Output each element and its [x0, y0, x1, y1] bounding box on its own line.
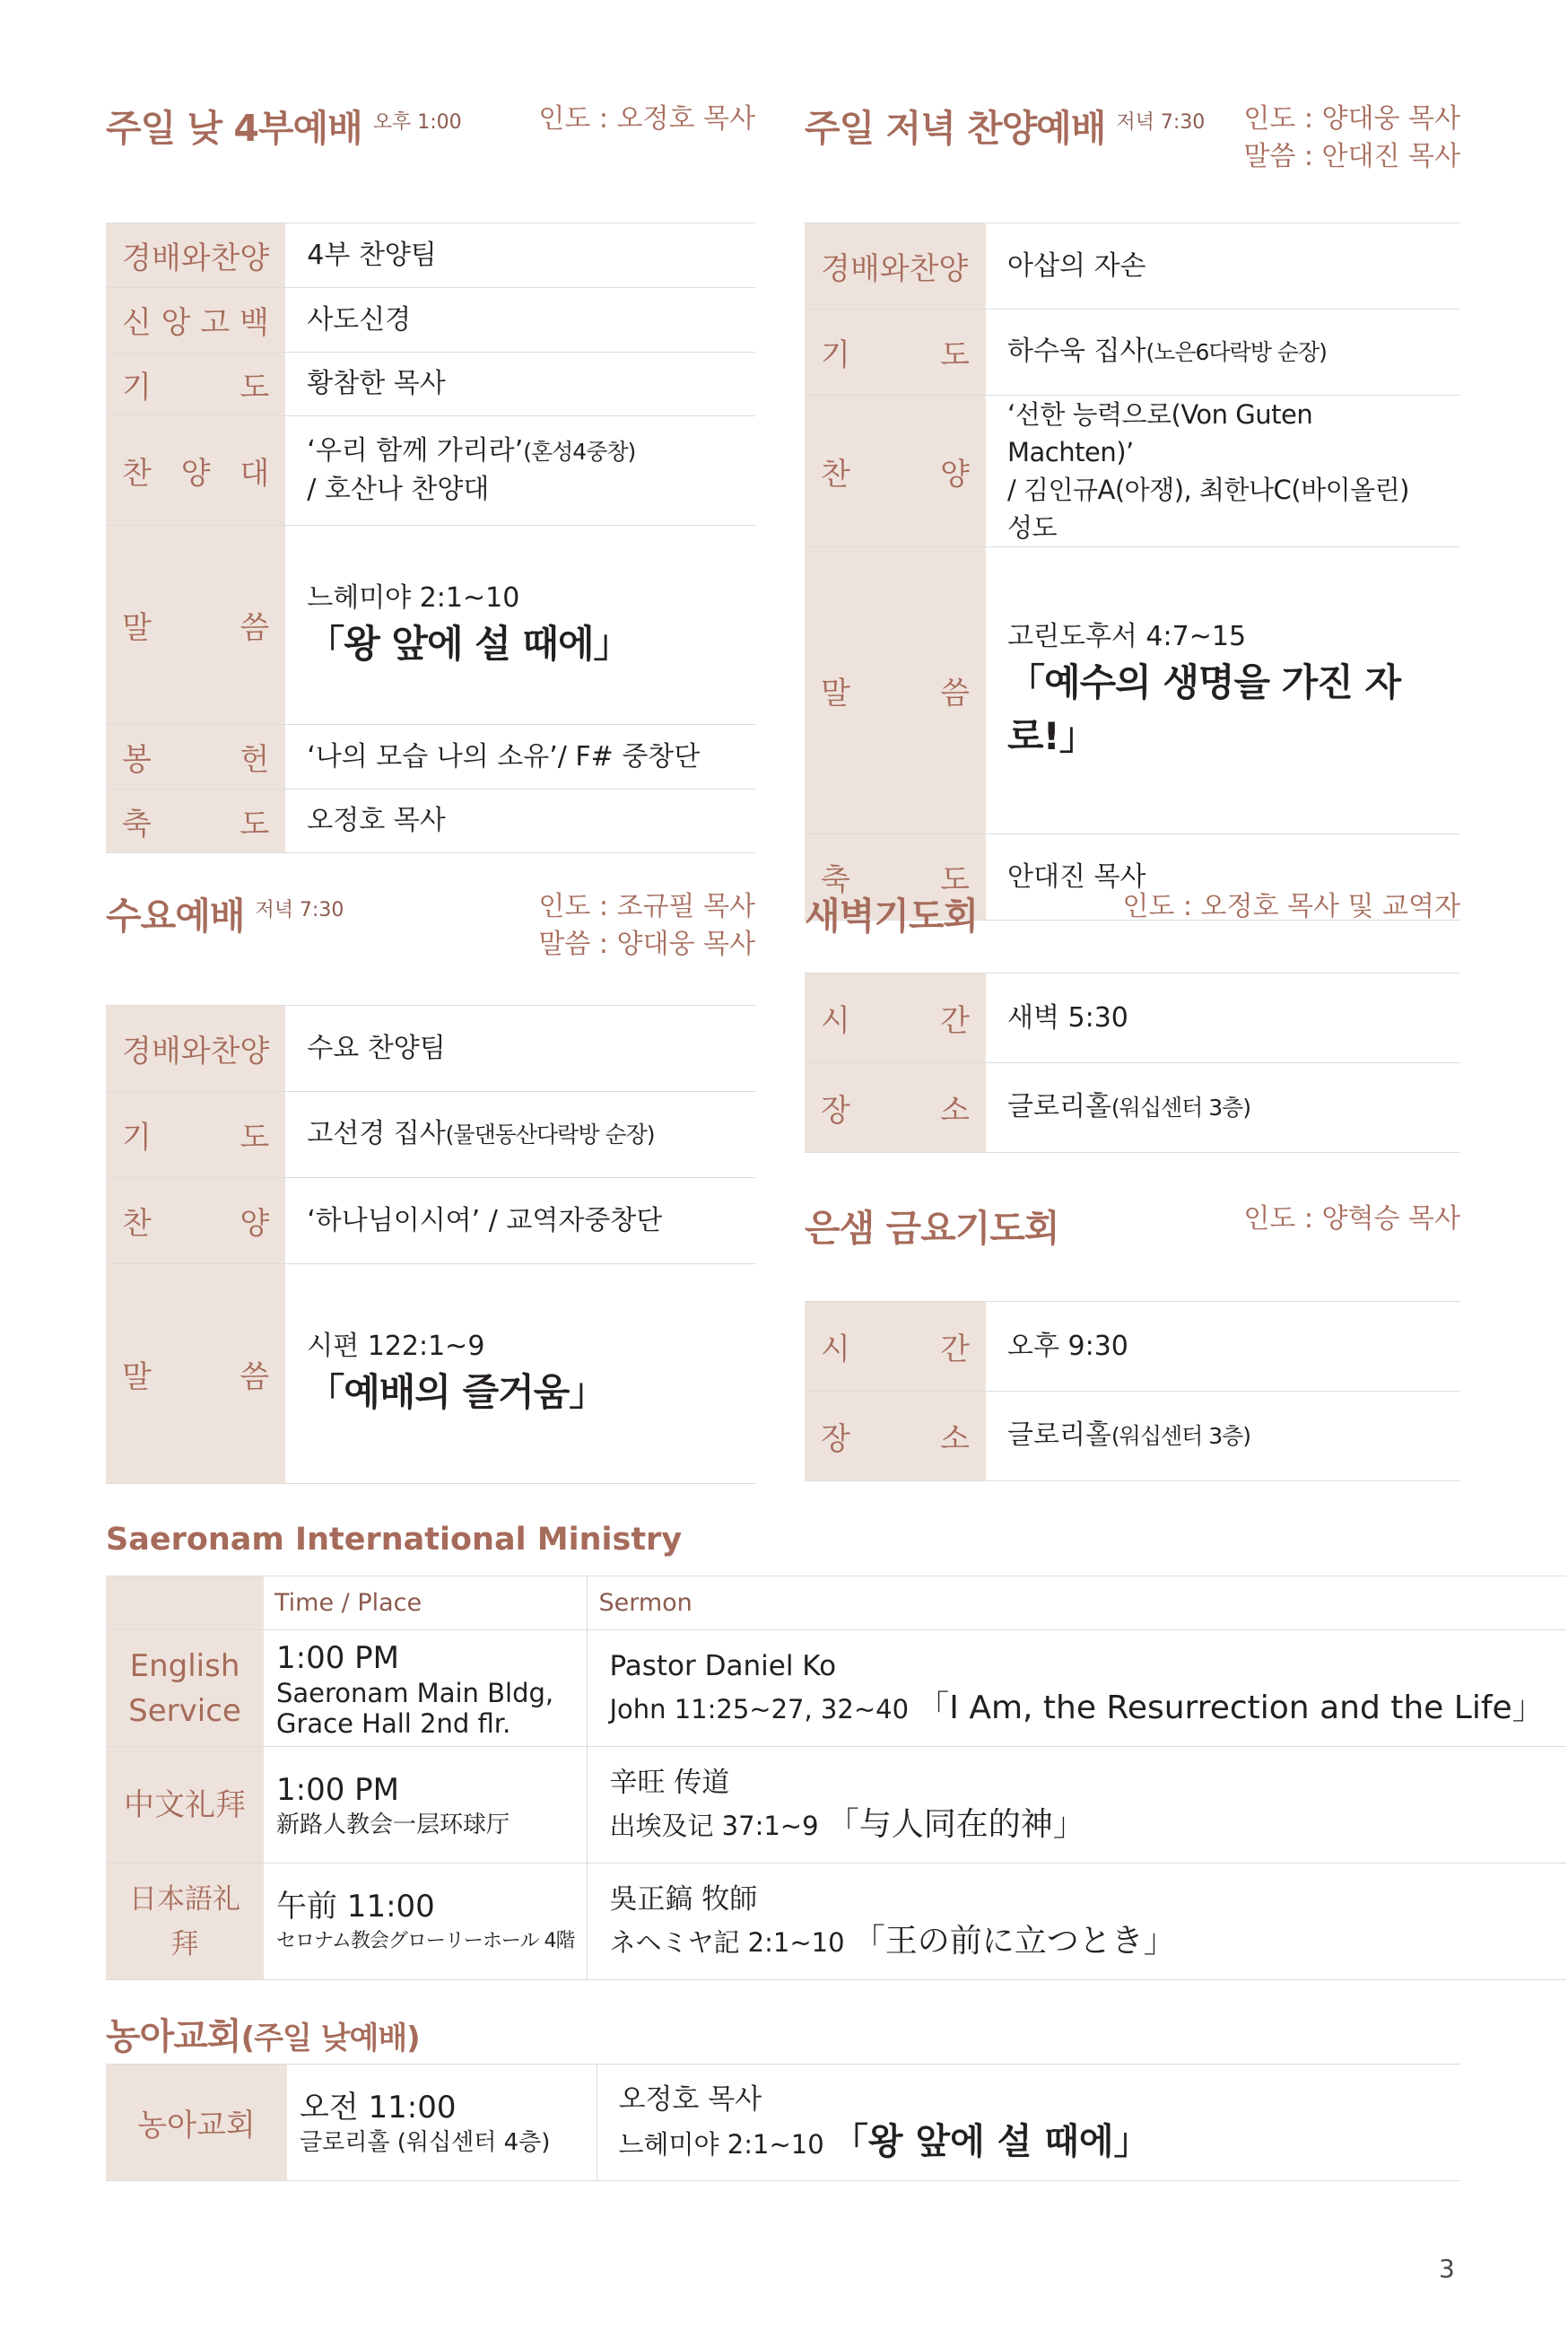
sunday4-row-sermon — [106, 526, 755, 725]
sunday-evening-table — [805, 223, 1460, 921]
sermon-title: 「예수의 생명을 가진 자로!」 — [1007, 659, 1401, 758]
dawn-value-time: 새벽 5:30 — [986, 973, 1460, 1063]
dawn-leader: 인도 : 오정호 목사 및 교역자 — [1122, 891, 1460, 922]
sermon-ref: 시편 122:1~9 — [307, 1331, 485, 1362]
wed-row-sermon — [106, 1264, 755, 1484]
sermon-ref: ネヘミヤ記 2:1~10 — [609, 1927, 845, 1958]
dawn-section — [805, 877, 1460, 1165]
label-char: 양 — [940, 456, 970, 493]
dawn-label-place — [805, 1063, 986, 1153]
sermon-title: 「왕 앞에 설 때에」 — [832, 2121, 1150, 2162]
sunday4-label-creed — [106, 288, 285, 353]
sunday4-title — [106, 99, 462, 152]
label-char: 찬 — [122, 1206, 152, 1242]
label-char: 소 — [940, 1093, 970, 1129]
service-time: 午前 11:00 — [276, 1888, 435, 1925]
label-char: 기 — [122, 1120, 152, 1156]
label-char: 시 — [821, 1331, 850, 1367]
sunday4-value-worship: 4부 찬양팀 — [285, 223, 755, 288]
prayer-note: (노은6다락방 순장) — [1146, 339, 1327, 365]
sermon-ref: 느헤미야 2:1~10 — [618, 2129, 824, 2160]
label-text: 경배와찬양 — [122, 1034, 270, 1069]
deaf-title-text: 농아교회 — [106, 2016, 241, 2057]
intl-label-english — [106, 1630, 264, 1747]
intl-header-blank — [106, 1576, 264, 1630]
sunday4-value-sermon — [285, 526, 755, 725]
label-char: 장 — [821, 1093, 850, 1129]
sunday4-leader: 인도 : 오정호 목사 — [538, 103, 755, 135]
label-char: 양 — [180, 456, 211, 492]
wed-row-prayer — [106, 1092, 755, 1178]
se-row-praise — [805, 396, 1460, 547]
sermon-line — [609, 1687, 1544, 1731]
friday-row-time — [805, 1302, 1460, 1392]
label-char: 시 — [821, 1003, 850, 1039]
label-char: 헌 — [240, 742, 270, 778]
prayer-note: (물댄동산다락방 순장) — [445, 1122, 655, 1148]
deaf-label: 농아교회 — [106, 2065, 287, 2181]
label-char: 도 — [240, 1120, 270, 1156]
sunday4-label-worship — [106, 223, 285, 288]
label-char: 봉 — [122, 742, 152, 778]
intl-tp-chinese — [264, 1747, 588, 1864]
deaf-sermon — [597, 2065, 1460, 2181]
sunday4-label-choir — [106, 416, 285, 526]
deaf-table — [106, 2064, 1460, 2181]
sunday4-label-offering — [106, 725, 285, 790]
sunday-evening-leader: 인도 : 양대웅 목사 — [1243, 103, 1460, 135]
label-char: 씀 — [940, 676, 970, 712]
place-name: 글로리홀 — [1007, 1091, 1111, 1122]
friday-label-time — [805, 1302, 986, 1392]
sunday4-title-text: 주일 낮 4부예배 — [106, 107, 362, 150]
place-name: 글로리홀 — [1007, 1419, 1111, 1451]
label-char: 말 — [821, 676, 850, 712]
sermon-ref: John 11:25~27, 32~40 — [609, 1694, 910, 1724]
wed-label-worship — [106, 1006, 285, 1092]
deaf-title — [106, 2008, 420, 2059]
label-text: 경배와찬양 — [122, 240, 270, 276]
wed-value-praise: ‘하나님이시여’ / 교역자중창단 — [285, 1178, 755, 1264]
label-text: 신 앙 고 백 — [122, 305, 269, 341]
intl-row-chinese — [106, 1747, 1566, 1864]
sunday4-value-choir — [285, 416, 755, 526]
wed-label-praise — [106, 1178, 285, 1264]
sermon-line — [609, 1803, 1544, 1847]
se-value-worship: 아삽의 자손 — [986, 223, 1460, 310]
se-value-sermon — [986, 547, 1460, 834]
praise-line1: ‘선한 능력으로(Von Guten Machten)’ — [1007, 399, 1313, 467]
intl-header-sermon: Sermon — [588, 1576, 1566, 1630]
sunday-evening-section — [805, 90, 1460, 898]
label-char: 양 — [240, 1206, 270, 1242]
sunday4-section — [106, 90, 755, 861]
deaf-row — [106, 2065, 1460, 2181]
friday-leader: 인도 : 양혁승 목사 — [1243, 1203, 1460, 1235]
preacher: 吳正鎬 牧師 — [609, 1883, 758, 1916]
label-char: 씀 — [240, 610, 270, 646]
wednesday-leaders — [538, 888, 755, 964]
prayer-name: 고선경 집사 — [307, 1118, 446, 1149]
sermon-line — [609, 1920, 1544, 1964]
sermon-title: 「예배의 즐거움」 — [307, 1370, 606, 1414]
wednesday-time: 저녁 7:30 — [255, 899, 344, 921]
intl-header-time-place: Time / Place — [264, 1576, 588, 1630]
sunday4-value-benediction: 오정호 목사 — [285, 790, 755, 853]
sunday4-value-prayer: 황참한 목사 — [285, 353, 755, 416]
sunday4-value-creed: 사도신경 — [285, 288, 755, 353]
sunday-evening-time: 저녁 7:30 — [1116, 111, 1206, 134]
label-char: 간 — [940, 1331, 970, 1367]
wednesday-leader: 인도 : 조규필 목사 — [538, 891, 755, 922]
dawn-title: 새벽기도회 — [805, 895, 979, 938]
sermon-line — [619, 2120, 1440, 2166]
dawn-row-time — [805, 973, 1460, 1063]
page-number: 3 — [1439, 2254, 1455, 2283]
wed-value-worship: 수요 찬양팀 — [285, 1006, 755, 1092]
preacher: 辛旺 传道 — [609, 1767, 730, 1799]
sermon-ref: 出埃及记 37:1~9 — [609, 1811, 819, 1841]
wednesday-title-text: 수요예배 — [106, 895, 245, 938]
sermon-title: 「与人同在的神」 — [826, 1806, 1085, 1843]
service-place: 新路人教会一层环球厅 — [276, 1811, 510, 1838]
label-char: 도 — [240, 806, 270, 842]
wed-row-praise — [106, 1178, 755, 1264]
wednesday-table — [106, 1005, 755, 1484]
place-note: (워십센터 3층) — [1111, 1423, 1251, 1449]
label-char: 장 — [821, 1421, 850, 1457]
choir-note: (혼성4중창) — [523, 439, 636, 465]
friday-value-place — [986, 1392, 1460, 1481]
wednesday-section — [106, 877, 755, 1488]
label-char: 간 — [940, 1003, 970, 1039]
se-label-prayer — [805, 310, 986, 396]
intl-header-row — [106, 1576, 1566, 1630]
sunday4-label-prayer — [106, 353, 285, 416]
label-text: English Service — [128, 1647, 241, 1729]
label-char: 도 — [940, 337, 970, 373]
preacher: Pastor Daniel Ko — [609, 1650, 837, 1682]
sunday4-row-offering — [106, 725, 755, 790]
sunday-evening-preacher: 말씀 : 안대진 목사 — [1243, 141, 1460, 172]
wed-row-worship — [106, 1006, 755, 1092]
sermon-title: 「王の前に立つとき」 — [852, 1923, 1176, 1960]
friday-title: 은샘 금요기도회 — [805, 1207, 1059, 1250]
sunday4-row-worship — [106, 223, 755, 288]
label-char: 소 — [940, 1421, 970, 1457]
wed-label-sermon — [106, 1264, 285, 1484]
sermon-ref: 고린도후서 4:7~15 — [1007, 620, 1247, 652]
se-value-prayer — [986, 310, 1460, 396]
intl-row-english — [106, 1630, 1566, 1747]
sunday-evening-title-text: 주일 저녁 찬양예배 — [805, 107, 1106, 150]
sermon-title: 「I Am, the Resurrection and the Life」 — [917, 1689, 1545, 1726]
label-char: 기 — [122, 369, 152, 406]
friday-table — [805, 1301, 1460, 1481]
label-char: 찬 — [821, 456, 850, 493]
choir-line2: / 호산나 찬양대 — [307, 474, 490, 505]
service-place: 글로리홀 (워십센터 4층) — [300, 2128, 551, 2156]
label-char: 도 — [940, 862, 970, 898]
se-value-praise — [986, 396, 1460, 547]
sunday4-label-sermon — [106, 526, 285, 725]
dawn-label-time — [805, 973, 986, 1063]
wed-label-prayer — [106, 1092, 285, 1178]
intl-label-japanese: 日本語礼拜 — [106, 1864, 264, 1980]
wednesday-preacher: 말씀 : 양대웅 목사 — [538, 929, 755, 960]
service-place: セロナム教会グローリーホール 4階 — [276, 1929, 575, 1952]
intl-table — [106, 1576, 1566, 1980]
wed-value-prayer — [285, 1092, 755, 1178]
service-place: Saeronam Main Bldg, Grace Hall 2nd flr. — [276, 1677, 554, 1739]
intl-sermon-chinese — [588, 1747, 1566, 1864]
dawn-table — [805, 973, 1460, 1153]
service-time: 1:00 PM — [276, 1639, 399, 1676]
intl-title: Saeronam International Ministry — [106, 1522, 683, 1558]
choir-line1 — [307, 432, 734, 471]
intl-label-chinese: 中文礼拜 — [106, 1747, 264, 1864]
sunday4-value-offering: ‘나의 모습 나의 소유’/ F# 중창단 — [285, 725, 755, 790]
choir-song: ‘우리 함께 가리라’ — [307, 435, 524, 467]
deaf-tp — [287, 2065, 597, 2181]
se-value-benediction: 안대진 목사 — [986, 834, 1460, 921]
intl-sermon-english — [588, 1630, 1566, 1747]
friday-row-place — [805, 1392, 1460, 1481]
label-char: 씀 — [240, 1358, 270, 1395]
label-char: 대 — [240, 456, 270, 492]
se-label-worship — [805, 223, 986, 310]
intl-row-japanese — [106, 1864, 1566, 1980]
dawn-row-place — [805, 1063, 1460, 1153]
sunday4-row-creed — [106, 288, 755, 353]
friday-section — [805, 1190, 1460, 1486]
sunday4-label-benediction — [106, 790, 285, 853]
sunday-evening-title — [805, 99, 1205, 152]
deaf-title-paren: (주일 낮예배) — [240, 2021, 420, 2056]
se-row-worship — [805, 223, 1460, 310]
wed-value-sermon — [285, 1264, 755, 1484]
preacher: 오정호 목사 — [618, 2083, 762, 2116]
sermon-ref: 느헤미야 2:1~10 — [307, 581, 520, 614]
se-row-sermon — [805, 547, 1460, 834]
se-row-prayer — [805, 310, 1460, 396]
label-char: 찬 — [122, 456, 152, 492]
sunday4-row-prayer — [106, 353, 755, 416]
label-char: 도 — [240, 369, 270, 406]
place-note: (워십센터 3층) — [1111, 1095, 1251, 1121]
sunday4-row-choir — [106, 416, 755, 526]
label-char: 축 — [122, 806, 152, 842]
se-label-praise — [805, 396, 986, 547]
dawn-value-place — [986, 1063, 1460, 1153]
se-label-sermon — [805, 547, 986, 834]
intl-tp-english — [264, 1630, 588, 1747]
label-char: 말 — [122, 1358, 152, 1395]
label-text: 경배와찬양 — [821, 251, 969, 287]
service-time: 1:00 PM — [276, 1771, 399, 1808]
praise-line2: / 김인규A(아쟁), 최한나C(바이올린) 성도 — [1007, 475, 1409, 543]
friday-label-place — [805, 1392, 986, 1481]
intl-sermon-japanese — [588, 1864, 1566, 1980]
sunday4-table — [106, 223, 755, 853]
service-time: 오전 11:00 — [300, 2089, 457, 2126]
friday-value-time: 오후 9:30 — [986, 1302, 1460, 1392]
intl-tp-japanese — [264, 1864, 588, 1980]
sermon-title: 「왕 앞에 설 때에」 — [307, 621, 631, 666]
label-char: 기 — [821, 337, 850, 373]
sunday4-time: 오후 1:00 — [372, 111, 462, 134]
wednesday-title — [106, 886, 344, 939]
sunday-evening-leaders — [1243, 100, 1460, 176]
sunday4-row-benediction — [106, 790, 755, 853]
prayer-name: 하수욱 집사 — [1007, 336, 1146, 367]
label-char: 말 — [122, 610, 152, 646]
label-char: 축 — [821, 862, 850, 898]
